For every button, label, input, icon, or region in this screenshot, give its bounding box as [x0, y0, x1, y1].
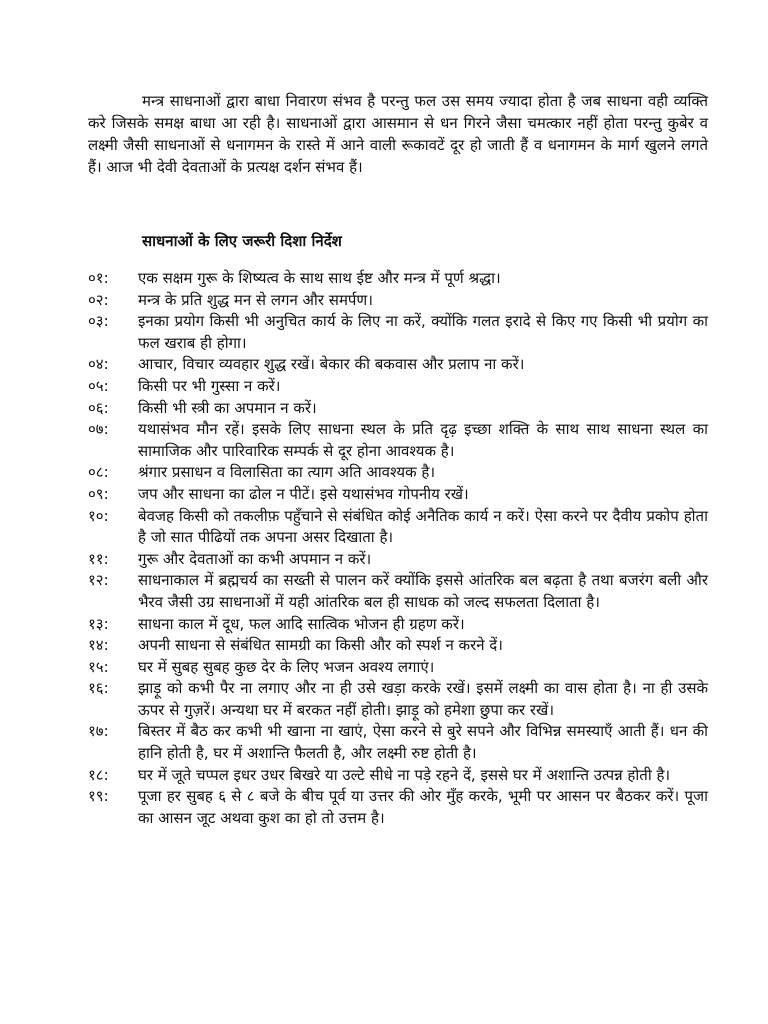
list-item [88, 290, 708, 312]
item-number: ०६: [88, 398, 109, 417]
item-text: बेवजह किसी को तकलीफ़ पहुँचाने से संबंधित कोई अनैतिक कार्य न करें। ऐसा करने पर दैवीय प्रकोप होता है जो सात पीढियों तक अपना असर दिखाता है। [138, 506, 708, 547]
list-item [88, 268, 708, 290]
list-item [88, 721, 708, 764]
list-item [88, 657, 708, 679]
item-text: जप और साधना का ढोल न पीटें। इसे यथासंभव गोपनीय रखें। [138, 484, 469, 503]
list-item [88, 376, 708, 398]
item-number: १७: [88, 722, 109, 741]
item-number: १६: [88, 679, 109, 698]
item-number: ११: [88, 549, 109, 568]
section-heading: साधनाओं के लिए जरूरी दिशा निर्देश [142, 232, 342, 250]
item-text: बिस्तर में बैठ कर कभी भी खाना ना खाएं, ऐसा करने से बुरे सपने और विभिन्न समस्याएँ आती हैं। धन की हानि होती है, घर में अशान्ति फैलती है, और लक्ष्मी रुष्ट होती है। [138, 722, 708, 763]
list-item [88, 398, 708, 420]
item-text: झाड़ू को कभी पैर ना लगाए और ना ही उसे खड़ा करके रखें। इसमें लक्ष्मी का वास होता है। ना ही उसके ऊपर से गुज़रें। अन्यथा घर में बरकत नहीं होती। झाड़ू को हमेशा छुपा कर रखें। [138, 679, 708, 719]
item-number: १९: [88, 787, 109, 806]
intro-paragraph: मन्त्र साधनाओं द्वारा बाधा निवारण संभव है परन्तु फल उस समय ज्यादा होता है जब साधना वही व्यक्ति करे जिसके समक्ष बाधा आ रही है। साधनाओं द्वारा आसमान से धन गिरने जैसा चमत्कार नहीं होता परन्तु कुबेर व लक्ष्मी जैसी साधनाओं से धनागमन के रास्ते में आने वाली रूकावटें दूर हो जाती हैं व धनागमन के मार्ग खुलने लगते हैं। आज भी देवी देवताओं के प्रत्यक्ष दर्शन संभव हैं। [88, 92, 708, 176]
item-number: ०३: [88, 312, 109, 331]
guidelines-list [88, 268, 708, 829]
item-text: किसी भी स्त्री का अपमान न करें। [138, 398, 317, 417]
item-number: ०५: [88, 376, 109, 395]
item-text: घर में सुबह सुबह कुछ देर के लिए भजन अवश्य लगाएं। [138, 657, 435, 676]
item-number: ०४: [88, 355, 109, 374]
list-item [88, 678, 708, 721]
item-text: साधना काल में दूध, फल आदि सात्विक भोजन ही ग्रहण करें। [138, 614, 465, 633]
item-text: घर में जूते चप्पल इधर उधर बिखरे या उल्टे सीधे ना पड़े रहने दें, इससे घर में अशान्ति उत्पन्न होती है। [138, 765, 671, 784]
item-text: मन्त्र के प्रति शुद्ध मन से लगन और समर्पण। [138, 290, 373, 309]
list-item [88, 462, 708, 484]
item-number: १८: [88, 765, 109, 784]
item-number: ०७: [88, 420, 109, 439]
item-text: आचार, विचार व्यवहार शुद्ध रखें। बेकार की बकवास और प्रलाप ना करें। [138, 355, 525, 374]
item-text: पूजा हर सुबह ६ से ८ बजे के बीच पूर्व या उत्तर की ओर मुँह करके, भूमी पर आसन पर बैठकर करें। पूजा का आसन जूट अथवा कुश का हो तो उत्तम है। [138, 787, 708, 827]
list-item [88, 765, 708, 787]
list-item [88, 570, 708, 613]
item-number: ०८: [88, 463, 109, 482]
item-text: साधनाकाल में ब्रह्मचर्य का सख्ती से पालन करें क्योंकि इससे आंतरिक बल बढ़ता है तथा बजरंग बली और भैरव जैसी उग्र साधनाओं में यही आंतरिक बल ही साधक को जल्द सफलता दिलाता है। [138, 571, 708, 611]
list-item [88, 354, 708, 376]
item-text: श्रंगार प्रसाधन व विलासिता का त्याग अति आवश्यक है। [138, 463, 436, 482]
item-number: १३: [88, 614, 109, 633]
item-text: यथासंभव मौन रहें। इसके लिए साधना स्थल के प्रति दृढ़ इच्छा शक्ति के साथ साथ साधना स्थल का सामाजिक और पारिवारिक सम्पर्क से दूर होना आवश्यक है। [138, 420, 708, 460]
item-number: १२: [88, 571, 109, 590]
item-number: १०: [88, 506, 109, 525]
list-item [88, 614, 708, 636]
list-item [88, 549, 708, 571]
list-item [88, 786, 708, 829]
list-item [88, 506, 708, 549]
item-text: एक सक्षम गुरू के शिष्यत्व के साथ साथ ईष्ट और मन्त्र में पूर्ण श्रद्धा। [138, 269, 501, 287]
item-number: १४: [88, 636, 109, 655]
item-text: अपनी साधना से संबंधित सामग्री का किसी और को स्पर्श न करने दें। [138, 636, 503, 655]
item-number: १५: [88, 657, 109, 676]
item-text: किसी पर भी गुस्सा न करें। [138, 376, 281, 395]
item-number: ०१: [88, 269, 109, 287]
list-item [88, 635, 708, 657]
item-number: ०२: [88, 290, 109, 309]
item-number: ०९: [88, 484, 109, 503]
list-item [88, 484, 708, 506]
list-item [88, 311, 708, 354]
item-text: गुरू और देवताओं का कभी अपमान न करें। [138, 549, 372, 568]
item-text: इनका प्रयोग किसी भी अनुचित कार्य के लिए ना करें, क्योंकि गलत इरादे से किए गए किसी भी प्रयोग का फल खराब ही होगा। [138, 312, 708, 352]
list-item [88, 419, 708, 462]
